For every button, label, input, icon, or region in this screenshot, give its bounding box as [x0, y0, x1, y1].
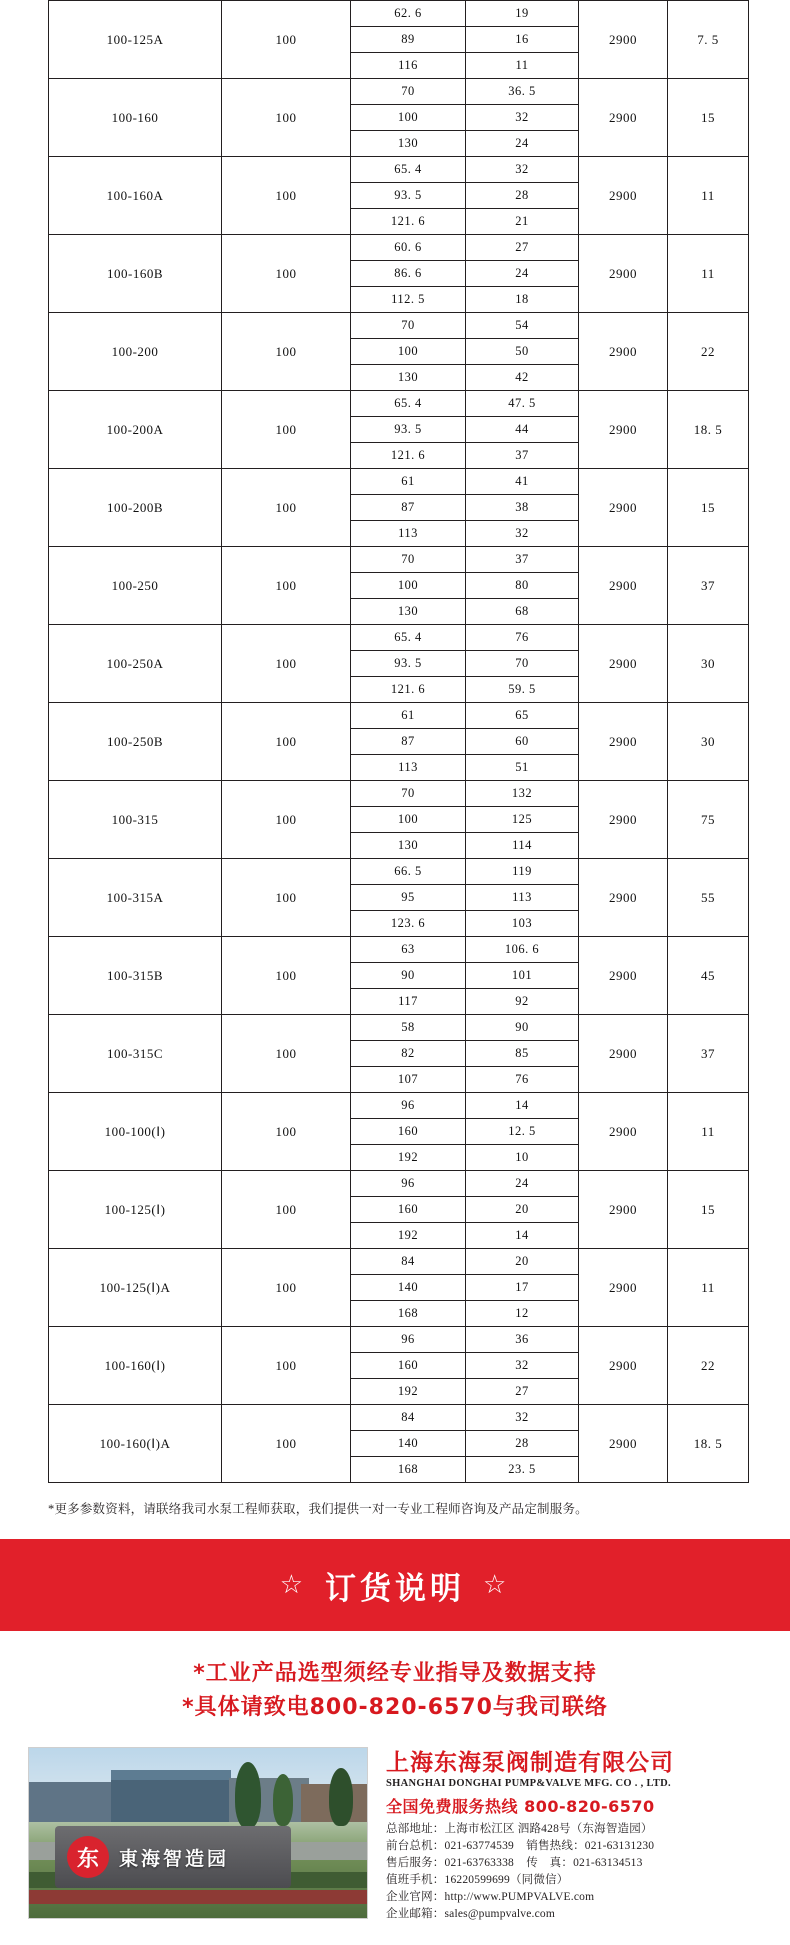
cell-power: 18. 5	[668, 1405, 749, 1483]
cell-head: 11	[466, 53, 579, 79]
cell-head: 32	[466, 157, 579, 183]
cell-head: 24	[466, 261, 579, 287]
cell-speed: 2900	[579, 547, 668, 625]
photo-tree-3	[329, 1768, 353, 1826]
table-row	[49, 1015, 749, 1041]
cell-speed: 2900	[579, 1405, 668, 1483]
cell-flow: 93. 5	[351, 651, 466, 677]
cell-diameter: 100	[222, 1327, 351, 1405]
cell-flow: 60. 6	[351, 235, 466, 261]
cell-diameter: 100	[222, 1249, 351, 1327]
cell-head: 114	[466, 833, 579, 859]
cell-head: 28	[466, 1431, 579, 1457]
cell-flow: 116	[351, 53, 466, 79]
cell-head: 42	[466, 365, 579, 391]
cell-diameter: 100	[222, 625, 351, 703]
cell-head: 23. 5	[466, 1457, 579, 1483]
cell-head: 80	[466, 573, 579, 599]
cell-flow: 160	[351, 1119, 466, 1145]
cell-speed: 2900	[579, 937, 668, 1015]
cell-head: 37	[466, 547, 579, 573]
cell-flow: 65. 4	[351, 391, 466, 417]
photo-tree-1	[235, 1762, 261, 1828]
cell-flow: 168	[351, 1457, 466, 1483]
photo-building-0	[29, 1782, 113, 1822]
cell-model: 100-160A	[49, 157, 222, 235]
cell-flow: 160	[351, 1197, 466, 1223]
cell-head: 16	[466, 27, 579, 53]
cell-model: 100-160(Ⅰ)	[49, 1327, 222, 1405]
cell-head: 47. 5	[466, 391, 579, 417]
cell-head: 20	[466, 1197, 579, 1223]
cell-head: 28	[466, 183, 579, 209]
cell-power: 22	[668, 313, 749, 391]
cell-flow: 87	[351, 495, 466, 521]
table-row	[49, 79, 749, 105]
cell-flow: 107	[351, 1067, 466, 1093]
cell-head: 38	[466, 495, 579, 521]
cell-model: 100-250	[49, 547, 222, 625]
red-note-1: *工业产品选型须经专业指导及数据支持	[193, 1661, 597, 1686]
cell-model: 100-160	[49, 79, 222, 157]
cell-speed: 2900	[579, 469, 668, 547]
cell-diameter: 100	[222, 1171, 351, 1249]
cell-diameter: 100	[222, 781, 351, 859]
cell-flow: 87	[351, 729, 466, 755]
cell-power: 37	[668, 547, 749, 625]
cell-flow: 123. 6	[351, 911, 466, 937]
cell-flow: 140	[351, 1275, 466, 1301]
cell-head: 101	[466, 963, 579, 989]
cell-speed: 2900	[579, 703, 668, 781]
cell-flow: 93. 5	[351, 183, 466, 209]
cell-flow: 113	[351, 521, 466, 547]
cell-model: 100-100(Ⅰ)	[49, 1093, 222, 1171]
cell-power: 30	[668, 703, 749, 781]
cell-head: 50	[466, 339, 579, 365]
footer	[0, 1747, 790, 1945]
cell-flow: 70	[351, 781, 466, 807]
cell-power: 11	[668, 235, 749, 313]
order-instructions-banner	[0, 1539, 790, 1631]
cell-head: 92	[466, 989, 579, 1015]
cell-head: 18	[466, 287, 579, 313]
cell-diameter: 100	[222, 703, 351, 781]
cell-head: 12. 5	[466, 1119, 579, 1145]
cell-diameter: 100	[222, 391, 351, 469]
cell-speed: 2900	[579, 235, 668, 313]
table-row	[49, 1405, 749, 1431]
cell-diameter: 100	[222, 235, 351, 313]
cell-model: 100-160(Ⅰ)A	[49, 1405, 222, 1483]
cell-speed: 2900	[579, 625, 668, 703]
cell-power: 11	[668, 1093, 749, 1171]
cell-power: 22	[668, 1327, 749, 1405]
cell-power: 11	[668, 157, 749, 235]
cell-head: 24	[466, 1171, 579, 1197]
contact-list	[386, 1821, 762, 1923]
cell-power: 45	[668, 937, 749, 1015]
cell-model: 100-200B	[49, 469, 222, 547]
cell-head: 103	[466, 911, 579, 937]
cell-flow: 61	[351, 469, 466, 495]
cell-flow: 70	[351, 313, 466, 339]
cell-head: 65	[466, 703, 579, 729]
table-row	[49, 703, 749, 729]
photo-entrance-stone	[55, 1826, 291, 1888]
cell-flow: 61	[351, 703, 466, 729]
cell-power: 30	[668, 625, 749, 703]
cell-flow: 70	[351, 79, 466, 105]
cell-head: 106. 6	[466, 937, 579, 963]
cell-power: 15	[668, 79, 749, 157]
cell-model: 100-125(Ⅰ)	[49, 1171, 222, 1249]
cell-speed: 2900	[579, 1171, 668, 1249]
cell-head: 32	[466, 1353, 579, 1379]
company-park-photo	[28, 1747, 368, 1919]
cell-head: 76	[466, 1067, 579, 1093]
contact-row: 总部地址：上海市松江区 泗路428号（东海智造园）	[386, 1823, 653, 1835]
company-hotline: 全国免费服务热线 800-820-6570	[386, 1797, 655, 1816]
cell-model: 100-250A	[49, 625, 222, 703]
cell-flow: 100	[351, 105, 466, 131]
cell-head: 85	[466, 1041, 579, 1067]
cell-head: 70	[466, 651, 579, 677]
cell-speed: 2900	[579, 1249, 668, 1327]
cell-diameter: 100	[222, 547, 351, 625]
cell-flow: 100	[351, 339, 466, 365]
table-row	[49, 1171, 749, 1197]
banner-title: 订货说明	[325, 1570, 465, 1607]
cell-head: 51	[466, 755, 579, 781]
table-row	[49, 781, 749, 807]
cell-model: 100-315B	[49, 937, 222, 1015]
table-row	[49, 859, 749, 885]
cell-flow: 82	[351, 1041, 466, 1067]
cell-flow: 96	[351, 1171, 466, 1197]
cell-flow: 112. 5	[351, 287, 466, 313]
cell-flow: 121. 6	[351, 677, 466, 703]
table-row	[49, 1, 749, 27]
cell-speed: 2900	[579, 1327, 668, 1405]
cell-model: 100-315C	[49, 1015, 222, 1093]
cell-head: 113	[466, 885, 579, 911]
cell-speed: 2900	[579, 1015, 668, 1093]
cell-power: 11	[668, 1249, 749, 1327]
cell-model: 100-125A	[49, 1, 222, 79]
cell-flow: 168	[351, 1301, 466, 1327]
cell-diameter: 100	[222, 157, 351, 235]
cell-speed: 2900	[579, 781, 668, 859]
cell-head: 20	[466, 1249, 579, 1275]
cell-flow: 130	[351, 833, 466, 859]
cell-flow: 70	[351, 547, 466, 573]
table-row	[49, 625, 749, 651]
company-logo-icon: 东	[67, 1836, 109, 1878]
cell-flow: 58	[351, 1015, 466, 1041]
cell-speed: 2900	[579, 79, 668, 157]
cell-power: 75	[668, 781, 749, 859]
cell-model: 100-315	[49, 781, 222, 859]
table-footnote: *更多参数资料，请联络我司水泵工程师获取，我们提供一对一专业工程师咨询及产品定制服务。	[48, 1502, 588, 1516]
cell-flow: 93. 5	[351, 417, 466, 443]
red-notes	[0, 1631, 790, 1747]
cell-diameter: 100	[222, 1015, 351, 1093]
cell-head: 10	[466, 1145, 579, 1171]
cell-head: 54	[466, 313, 579, 339]
contact-row: 企业邮箱：sales@pumpvalve.com	[386, 1908, 556, 1920]
table-row	[49, 313, 749, 339]
photo-flowerbed	[29, 1890, 367, 1904]
cell-model: 100-160B	[49, 235, 222, 313]
cell-speed: 2900	[579, 1093, 668, 1171]
photo-building-1-top	[111, 1770, 231, 1780]
cell-diameter: 100	[222, 469, 351, 547]
cell-diameter: 100	[222, 1093, 351, 1171]
cell-head: 76	[466, 625, 579, 651]
cell-flow: 66. 5	[351, 859, 466, 885]
cell-head: 41	[466, 469, 579, 495]
cell-flow: 63	[351, 937, 466, 963]
cell-model: 100-200A	[49, 391, 222, 469]
table-row	[49, 235, 749, 261]
company-name-en: SHANGHAI DONGHAI PUMP&VALVE MFG. CO . , LTD.	[386, 1778, 671, 1789]
cell-flow: 160	[351, 1353, 466, 1379]
cell-speed: 2900	[579, 391, 668, 469]
cell-flow: 100	[351, 807, 466, 833]
cell-head: 90	[466, 1015, 579, 1041]
cell-flow: 65. 4	[351, 625, 466, 651]
pump-spec-table	[48, 0, 749, 1483]
cell-head: 32	[466, 1405, 579, 1431]
photo-stone-text: 東海智造园	[119, 1847, 230, 1870]
cell-head: 60	[466, 729, 579, 755]
cell-flow: 130	[351, 131, 466, 157]
cell-head: 19	[466, 1, 579, 27]
cell-model: 100-200	[49, 313, 222, 391]
cell-head: 21	[466, 209, 579, 235]
table-row	[49, 157, 749, 183]
cell-head: 125	[466, 807, 579, 833]
cell-head: 32	[466, 521, 579, 547]
cell-head: 132	[466, 781, 579, 807]
cell-head: 14	[466, 1223, 579, 1249]
cell-flow: 192	[351, 1223, 466, 1249]
cell-flow: 62. 6	[351, 1, 466, 27]
cell-flow: 192	[351, 1145, 466, 1171]
company-name-cn: 上海东海泵阀制造有限公司	[386, 1750, 674, 1776]
cell-speed: 2900	[579, 859, 668, 937]
contact-row: 前台总机：021-63774539 销售热线：021-63131230	[386, 1840, 655, 1852]
contact-row: 售后服务：021-63763338 传 真：021-63134513	[386, 1857, 643, 1869]
table-row	[49, 469, 749, 495]
cell-flow: 192	[351, 1379, 466, 1405]
contact-row: 企业官网：http://www.PUMPVALVE.com	[386, 1891, 595, 1903]
cell-model: 100-250B	[49, 703, 222, 781]
cell-diameter: 100	[222, 1405, 351, 1483]
contact-row: 值班手机：16220599699（同微信）	[386, 1874, 569, 1886]
cell-head: 59. 5	[466, 677, 579, 703]
cell-model: 100-125(Ⅰ)A	[49, 1249, 222, 1327]
cell-diameter: 100	[222, 937, 351, 1015]
cell-flow: 84	[351, 1405, 466, 1431]
table-row	[49, 1093, 749, 1119]
cell-flow: 130	[351, 365, 466, 391]
cell-head: 119	[466, 859, 579, 885]
cell-flow: 96	[351, 1093, 466, 1119]
star-right-icon: ☆	[483, 1570, 511, 1600]
cell-head: 37	[466, 443, 579, 469]
star-left-icon: ☆	[279, 1570, 307, 1600]
cell-head: 12	[466, 1301, 579, 1327]
table-row	[49, 391, 749, 417]
cell-head: 36. 5	[466, 79, 579, 105]
company-info	[386, 1747, 762, 1923]
cell-head: 24	[466, 131, 579, 157]
cell-flow: 90	[351, 963, 466, 989]
cell-speed: 2900	[579, 1, 668, 79]
table-row	[49, 547, 749, 573]
cell-flow: 89	[351, 27, 466, 53]
table-row	[49, 937, 749, 963]
cell-head: 17	[466, 1275, 579, 1301]
table-row	[49, 1327, 749, 1353]
cell-speed: 2900	[579, 313, 668, 391]
cell-power: 7. 5	[668, 1, 749, 79]
cell-power: 15	[668, 1171, 749, 1249]
cell-flow: 84	[351, 1249, 466, 1275]
cell-head: 27	[466, 1379, 579, 1405]
cell-flow: 86. 6	[351, 261, 466, 287]
cell-model: 100-315A	[49, 859, 222, 937]
cell-flow: 121. 6	[351, 443, 466, 469]
cell-head: 14	[466, 1093, 579, 1119]
cell-speed: 2900	[579, 157, 668, 235]
cell-head: 44	[466, 417, 579, 443]
cell-diameter: 100	[222, 79, 351, 157]
cell-power: 18. 5	[668, 391, 749, 469]
cell-head: 68	[466, 599, 579, 625]
cell-diameter: 100	[222, 313, 351, 391]
cell-diameter: 100	[222, 859, 351, 937]
cell-flow: 113	[351, 755, 466, 781]
cell-head: 32	[466, 105, 579, 131]
cell-head: 36	[466, 1327, 579, 1353]
cell-flow: 65. 4	[351, 157, 466, 183]
cell-flow: 96	[351, 1327, 466, 1353]
cell-head: 27	[466, 235, 579, 261]
cell-flow: 117	[351, 989, 466, 1015]
table-row	[49, 1249, 749, 1275]
red-note-2: *具体请致电800-820-6570与我司联络	[182, 1695, 608, 1720]
cell-power: 15	[668, 469, 749, 547]
cell-power: 37	[668, 1015, 749, 1093]
cell-flow: 100	[351, 573, 466, 599]
cell-flow: 140	[351, 1431, 466, 1457]
cell-flow: 95	[351, 885, 466, 911]
cell-power: 55	[668, 859, 749, 937]
cell-flow: 130	[351, 599, 466, 625]
cell-flow: 121. 6	[351, 209, 466, 235]
cell-diameter: 100	[222, 1, 351, 79]
